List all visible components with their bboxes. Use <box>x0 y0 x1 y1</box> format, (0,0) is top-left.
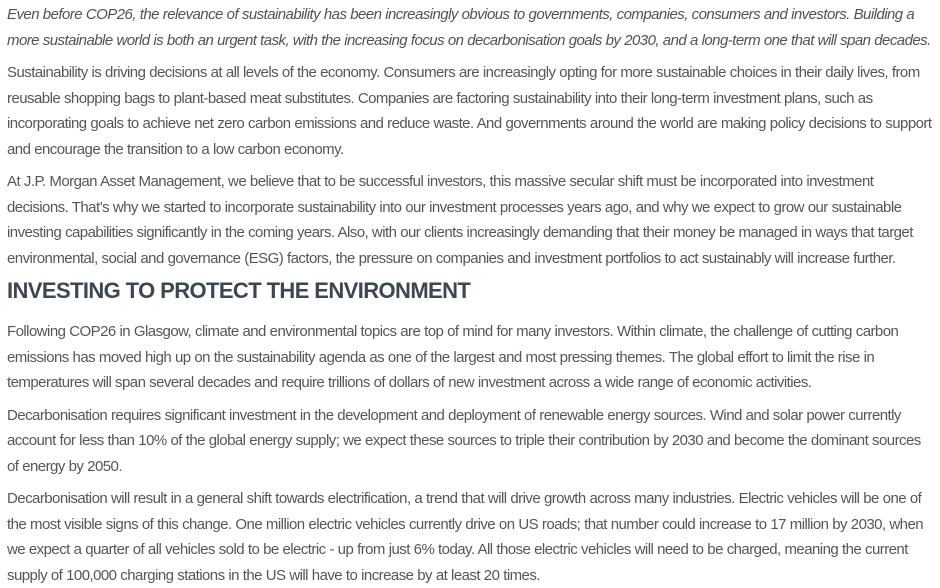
paragraph-cop26-glasgow: Following COP26 in Glasgow, climate and environmental topics are top of mind for many investors. Within climate, the challenge of cutting carbon emissions has moved high up on the sustainability agenda as one of the largest and most pressing themes. The global effort to limit the rise in temperatures will span several decades and require trillions of dollars of new investment across a wide range of economic activities. <box>7 323 899 391</box>
paragraph-sustainability-decisions: Sustainability is driving decisions at all levels of the economy. Consumers are increasingly opting for more sustainable choices in their daily lives, from reusable shopping bags to plant-based meat substitutes. Companies are factoring sustainability into their long-term investment plans, such as incorporating goals to achieve net zero carbon emissions and reduce waste. And governments around the world are making policy decisions to support and encourage the transition to a low carbon economy. <box>7 64 932 158</box>
paragraph-electrification-shift: Decarbonisation will result in a general shift towards electrification, a trend that will drive growth across many industries. Electric vehicles will be one of the most visible signs of this change. One million electric vehicles currently drive on US roads; that number could increase to 17 million by 2030, when we expect a quarter of all vehicles sold to be electric - up from just 6% today. All those electric vehicles will need to be charged, meaning the current supply of 100,000 charging stations in the US will have to increase by at least 20 times. <box>7 490 924 584</box>
intro-paragraph: Even before COP26, the relevance of sustainability has been increasingly obvious to governments, companies, consumers and investors. Building a more sustainable world is both an urgent task, with the increasing focus on decarbonisation goals by 2030, and a long-term one that will span decades. <box>7 6 931 49</box>
paragraph-decarbonisation-investment: Decarbonisation requires significant investment in the development and deployment of renewable energy sources. Wind and solar power currently account for less than 10% of the global energy supply; we expect these sources to triple their contribution by 2030 and become the dominant sources of energy by 2050. <box>7 406 921 475</box>
paragraph-jpmorgan-beliefs: At J.P. Morgan Asset Management, we believe that to be successful investors, this massive secular shift must be incorporated into investment decisions. That’s why we started to incorporate sustainability into our investment processes years ago, and why we expect to grow our sustainable investing capabilities significantly in the coming years. Also, with our clients increasingly demanding that their money be managed in ways that target environmental, social and governance (ESG) factors, the pressure on companies and investment portfolios to act sustainably will increase further. <box>7 173 913 267</box>
section-heading-investing-to-protect-environment: INVESTING TO PROTECT THE ENVIRONMENT <box>7 278 471 303</box>
